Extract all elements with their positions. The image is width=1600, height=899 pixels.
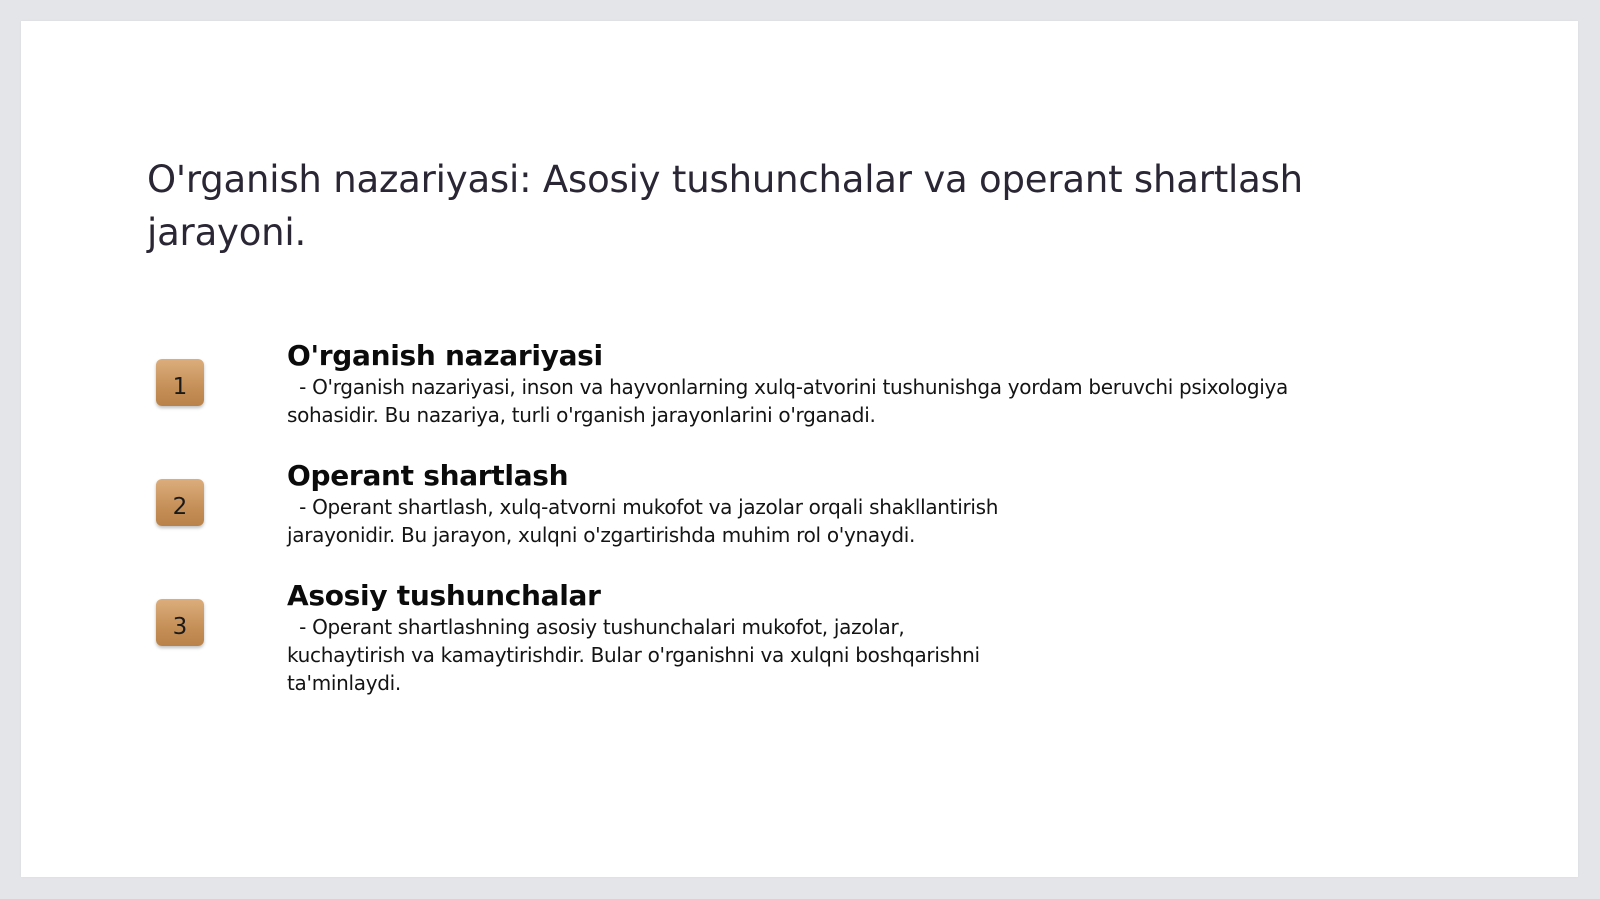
- item-heading: Operant shartlash: [287, 459, 569, 492]
- number-badge: 1: [156, 359, 204, 406]
- number-badge: 3: [156, 599, 204, 646]
- item-heading: O'rganish nazariyasi: [287, 339, 603, 372]
- slide-title: O'rganish nazariyasi: Asosiy tushunchalar va operant shartlash jarayoni.: [147, 158, 1303, 254]
- number-badge: 2: [156, 479, 204, 526]
- item-description: - Operant shartlash, xulq-atvorni mukofot va jazolar orqali shakllantirish jarayonidir. Bu jarayon, xulqni o'zgartirishda muhim rol o'ynaydi.: [287, 495, 999, 547]
- slide: [21, 21, 1578, 877]
- item-heading: Asosiy tushunchalar: [287, 579, 601, 612]
- item-description: - O'rganish nazariyasi, inson va hayvonlarning xulq-atvorini tushunishga yordam beruvchi psixologiya sohasidir. Bu nazariya, turli o'rganish jarayonlarini o'rganadi.: [287, 375, 1288, 427]
- item-description: - Operant shartlashning asosiy tushunchalari mukofot, jazolar, kuchaytirish va kamaytirishdir. Bular o'rganishni va xulqni boshqarishni ta'minlaydi.: [287, 615, 980, 695]
